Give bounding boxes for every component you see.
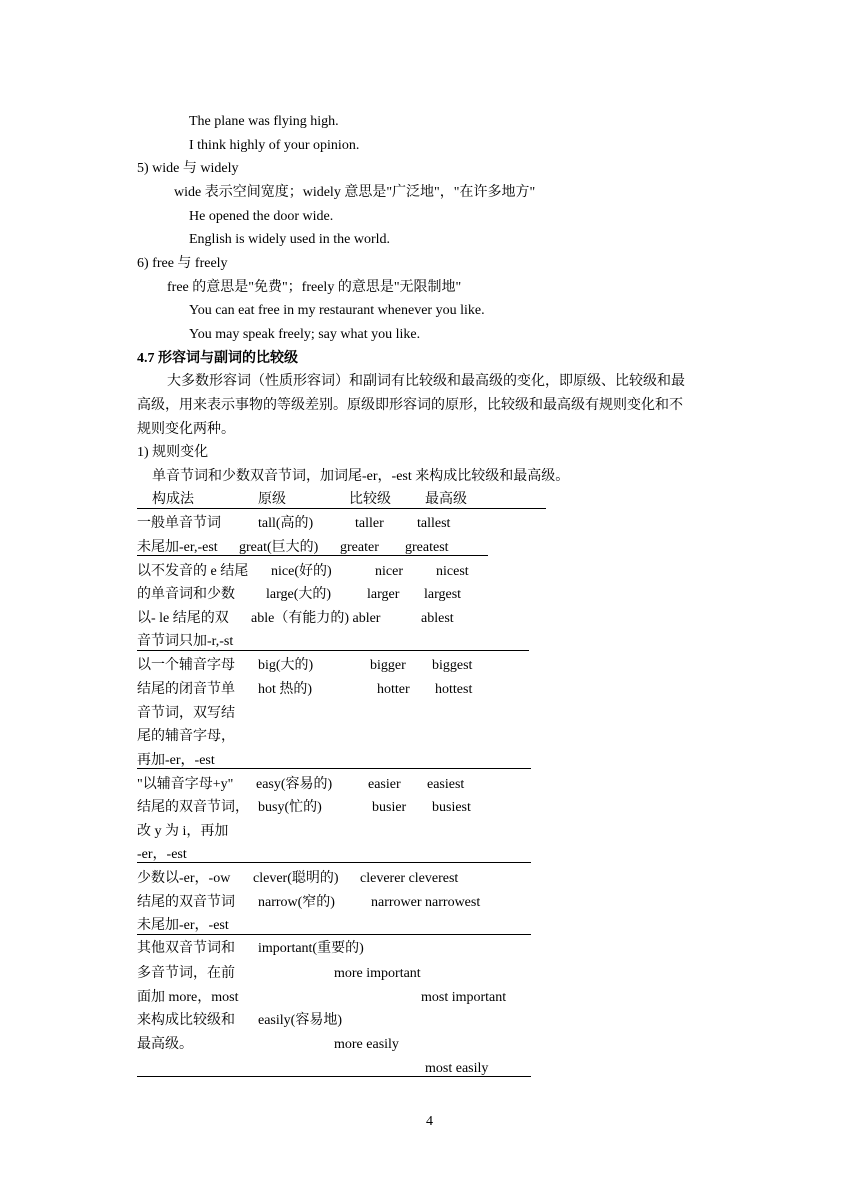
comparative-cell: busier (372, 800, 407, 815)
superlative-cell: greatest (405, 540, 449, 555)
method-cell: 改 y 为 i，再加 (137, 824, 229, 839)
superlative-cell: nicest (436, 564, 469, 579)
subsection-heading: 1) 规则变化 (137, 445, 209, 460)
base-cell: big(大的) (258, 658, 314, 673)
method-cell: 来构成比较级和 (137, 1013, 235, 1028)
method-cell: "以辅音字母+y" (137, 777, 234, 792)
superlative-cell: tallest (417, 516, 451, 531)
table-header-method: 构成法 (152, 492, 194, 507)
example-sentence: He opened the door wide. (189, 209, 334, 224)
base-cell: hot 热的) (258, 682, 313, 697)
example-sentence: You may speak freely; say what you like. (189, 327, 421, 342)
example-sentence: The plane was flying high. (189, 114, 339, 129)
table-rule (137, 555, 488, 556)
table-header-superlative: 最高级 (425, 492, 467, 507)
table-rule (137, 862, 531, 863)
paragraph-line: 高级，用来表示事物的等级差别。原级即形容词的原形，比较级和最高级有规则变化和不 (137, 398, 683, 413)
base-cell: easy(容易的) (256, 777, 333, 792)
method-cell: 结尾的双音节词 (137, 895, 235, 910)
base-cell: nice(好的) (271, 564, 332, 579)
superlative-cell: busiest (432, 800, 471, 815)
comparative-cell: taller (355, 516, 384, 531)
method-cell: 结尾的闭音节单 (137, 682, 235, 697)
superlative-cell: ablest (421, 611, 454, 626)
superlative-cell: biggest (432, 658, 473, 673)
explanation-text: free 的意思是"免费"；freely 的意思是"无限制地" (167, 280, 462, 295)
method-cell: 未尾加-er，-est (137, 918, 229, 933)
comparative-cell: greater (340, 540, 379, 555)
table-rule (137, 650, 529, 651)
base-cell: busy(忙的) (258, 800, 322, 815)
base-cell: narrow(窄的) (258, 895, 335, 910)
method-cell: 一般单音节词 (137, 516, 221, 531)
method-cell: 的单音词和少数 (137, 587, 235, 602)
example-sentence: I think highly of your opinion. (189, 138, 360, 153)
table-header-comparative: 比较级 (349, 492, 391, 507)
table-rule (137, 934, 531, 935)
base-cell: tall(高的) (258, 516, 314, 531)
method-cell: 再加-er，-est (137, 753, 215, 768)
table-rule (137, 508, 546, 509)
section-heading: 4.7 形容词与副词的比较级 (137, 351, 298, 366)
list-item-heading: 6) free 与 freely (137, 256, 228, 271)
method-cell: 音节词只加-r,-st (137, 634, 234, 649)
comparative-cell: easier (368, 777, 401, 792)
comparative-cell: nicer (375, 564, 403, 579)
base-cell: clever(聪明的) (253, 871, 339, 886)
table-header-base: 原级 (258, 492, 286, 507)
method-cell: 以一个辅音字母 (137, 658, 235, 673)
superlative-cell: most easily (425, 1061, 489, 1076)
base-cell: easily(容易地) (258, 1013, 342, 1028)
method-cell: 未尾加-er,-est (137, 540, 218, 555)
comparative-cell: hotter (377, 682, 410, 697)
table-rule (137, 768, 531, 769)
method-cell: 少数以-er，-ow (137, 871, 231, 886)
base-cell: able（有能力的) abler (251, 611, 381, 626)
base-cell: large(大的) (266, 587, 332, 602)
page-number: 4 (426, 1114, 433, 1129)
superlative-cell: easiest (427, 777, 465, 792)
comparative-cell: bigger (370, 658, 406, 673)
method-cell: 以- le 结尾的双 (137, 611, 229, 626)
comparative-cell: more easily (334, 1037, 399, 1052)
explanation-text: wide 表示空间宽度；widely 意思是"广泛地"，"在许多地方" (174, 185, 536, 200)
comparative-cell: more important (334, 966, 421, 981)
method-cell: 面加 more，most (137, 990, 239, 1005)
method-cell: 其他双音节词和 (137, 941, 235, 956)
comparative-cell: cleverer cleverest (360, 871, 459, 886)
comparative-cell: larger (367, 587, 400, 602)
example-sentence: You can eat free in my restaurant whenever you like. (189, 303, 485, 318)
method-cell: -er，-est (137, 847, 187, 862)
superlative-cell: hottest (435, 682, 473, 697)
method-cell: 多音节词，在前 (137, 966, 235, 981)
paragraph-line: 规则变化两种。 (137, 422, 235, 437)
method-cell: 最高级。 (137, 1037, 193, 1052)
method-cell: 结尾的双音节词， (137, 800, 249, 815)
list-item-heading: 5) wide 与 widely (137, 161, 239, 176)
method-cell: 音节词，双写结 (137, 706, 235, 721)
superlative-cell: largest (424, 587, 462, 602)
comparative-cell: narrower narrowest (371, 895, 481, 910)
method-cell: 尾的辅音字母， (137, 729, 235, 744)
base-cell: important(重要的) (258, 941, 364, 956)
example-sentence: English is widely used in the world. (189, 232, 391, 247)
method-cell: 以不发音的 e 结尾 (137, 564, 249, 579)
table-rule (137, 1076, 531, 1077)
base-cell: great(巨大的) (239, 540, 319, 555)
paragraph-line: 大多数形容词（性质形容词）和副词有比较级和最高级的变化，即原级、比较级和最 (167, 374, 685, 389)
superlative-cell: most important (421, 990, 507, 1005)
paragraph-line: 单音节词和少数双音节词，加词尾-er，-est 来构成比较级和最高级。 (152, 469, 570, 484)
